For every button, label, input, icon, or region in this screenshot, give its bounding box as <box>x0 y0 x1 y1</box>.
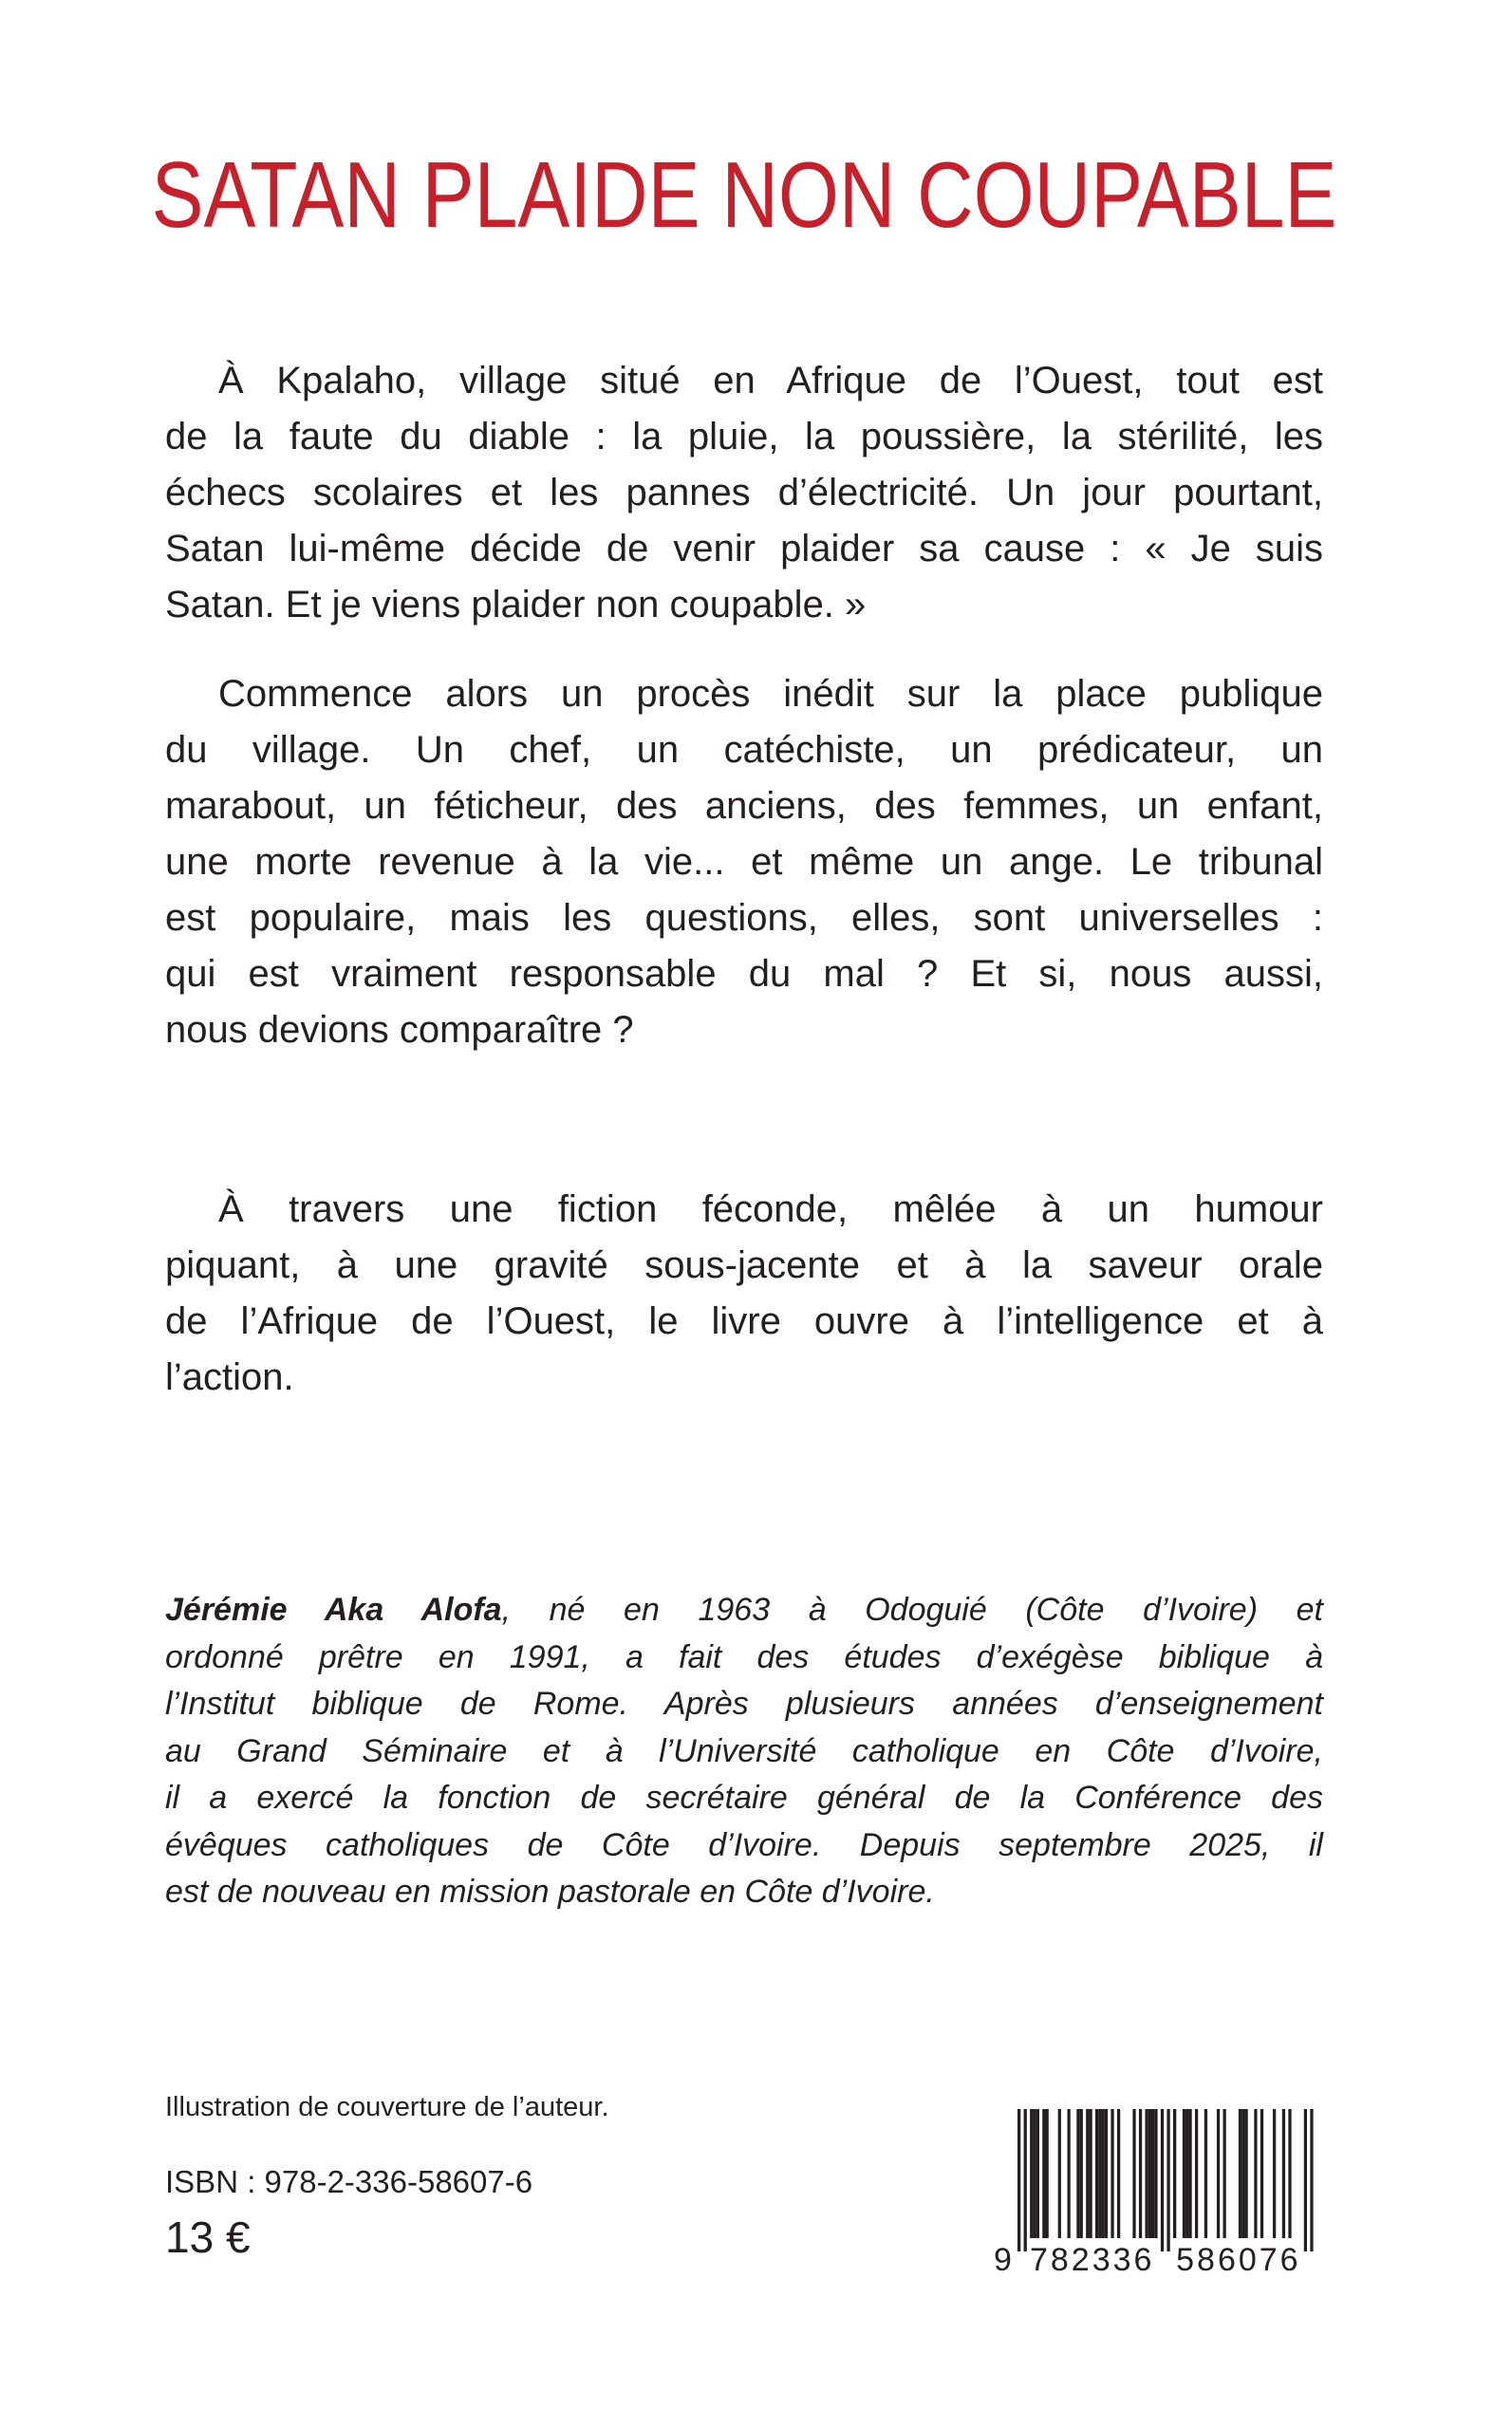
text-line: une morte revenue à la vie... et même un ange. Le tribunal <box>165 841 1323 883</box>
price: 13 € <box>165 2213 251 2262</box>
barcode-bar <box>1260 2109 1263 2238</box>
text-line: À Kpalaho, village situé en Afrique de l’Ouest, tout est <box>218 360 1323 402</box>
text-line: est de nouveau en mission pastorale en Côte d’Ivoire. <box>165 1874 935 1910</box>
barcode-bar <box>1095 2109 1098 2238</box>
book-title: SATAN PLAIDE NON COUPABLE <box>151 142 1337 247</box>
illustration-credit: Illustration de couverture de l’auteur. <box>165 2092 609 2122</box>
barcode-bar <box>1304 2109 1307 2251</box>
barcode-bar <box>1046 2109 1049 2238</box>
barcode-bar <box>1030 2109 1033 2238</box>
isbn: ISBN : 978-2-336-58607-6 <box>165 2164 533 2199</box>
barcode-bar <box>1148 2109 1151 2238</box>
barcode-bar <box>1173 2109 1176 2238</box>
barcode-bar <box>1036 2109 1039 2238</box>
barcode-bar <box>1217 2109 1220 2238</box>
barcode-bar <box>1310 2109 1313 2251</box>
barcode-bar <box>1089 2109 1092 2238</box>
text-line: Commence alors un procès inédit sur la place publique <box>218 673 1323 715</box>
barcode-bar <box>1288 2109 1291 2238</box>
text-line: est populaire, mais les questions, elles, sont universelles : <box>165 897 1323 939</box>
text-line: qui est vraiment responsable du mal ? Et si, nous aussi, <box>165 953 1323 995</box>
barcode-digits: 9 <box>994 2242 1015 2275</box>
text-line: l’action. <box>165 1356 294 1398</box>
barcode-bar <box>1195 2109 1198 2238</box>
barcode-bar <box>1145 2109 1148 2238</box>
text-line: piquant, à une gravité sous-jacente et à la saveur orale <box>165 1244 1323 1286</box>
barcode-bar <box>1223 2109 1225 2238</box>
barcode-bar <box>1282 2109 1285 2238</box>
barcode-bar <box>1033 2109 1036 2238</box>
barcode-bar <box>1067 2109 1070 2238</box>
barcode-bar <box>1239 2109 1241 2238</box>
barcode-bar <box>1058 2109 1061 2238</box>
barcode-bar <box>1241 2109 1244 2238</box>
barcode-bar <box>1024 2109 1027 2251</box>
text-line: échecs scolaires et les pannes d’électricité. Un jour pourtant, <box>165 472 1323 514</box>
text-line: marabout, un féticheur, des anciens, des femmes, un enfant, <box>165 785 1323 827</box>
text-line: nous devions comparaître ? <box>165 1009 634 1051</box>
barcode-bar <box>1161 2109 1164 2251</box>
barcode-bar <box>1151 2109 1154 2238</box>
barcode-digits: 782336 <box>1029 2242 1155 2275</box>
author-bio <box>165 1587 1323 1916</box>
barcode-bar <box>1117 2109 1120 2238</box>
barcode-bar <box>1098 2109 1101 2238</box>
barcode-bar <box>1254 2109 1257 2238</box>
barcode-bar <box>1080 2109 1083 2238</box>
barcode-bar <box>1076 2109 1079 2238</box>
synopsis-paragraph-1 <box>165 353 1323 633</box>
barcode-bar <box>1139 2109 1142 2238</box>
text-line: l’Institut biblique de Rome. Après plusieurs années d’enseignement <box>165 1686 1323 1722</box>
synopsis-paragraph-2 <box>165 666 1323 1058</box>
barcode-bar <box>1132 2109 1135 2238</box>
text-line: du village. Un chef, un catéchiste, un prédicateur, un <box>165 729 1323 771</box>
author-name: Jérémie Aka Alofa <box>165 1592 502 1628</box>
text-line: évêques catholiques de Côte d’Ivoire. Depuis septembre 2025, il <box>165 1826 1323 1863</box>
barcode-bar <box>1244 2109 1247 2238</box>
text-line: Satan lui-même décide de venir plaider sa cause : « Je suis <box>165 528 1323 570</box>
text-line: À travers une fiction féconde, mêlée à un humour <box>218 1188 1323 1230</box>
barcode-bar <box>1102 2109 1105 2238</box>
text-line: Satan. Et je viens plaider non coupable. » <box>165 584 867 626</box>
barcode-bar <box>1086 2109 1089 2238</box>
text-line: de la faute du diable : la pluie, la poussière, la stérilité, les <box>165 416 1323 458</box>
barcode-bar <box>1273 2109 1276 2238</box>
text-line: il a exercé la fonction de secrétaire général de la Conférence des <box>165 1780 1323 1816</box>
text-line: ordonné prêtre en 1991, a fait des études d’exégèse biblique à <box>165 1638 1323 1675</box>
barcode-bar <box>1111 2109 1113 2238</box>
text-line: au Grand Séminaire et à l’Université catholique en Côte d’Ivoire, <box>165 1732 1323 1769</box>
synopsis-paragraph-3 <box>165 1182 1323 1406</box>
barcode-bar <box>1204 2109 1207 2238</box>
barcode-bar <box>1042 2109 1045 2238</box>
barcode-bar <box>1188 2109 1191 2238</box>
barcode-bar <box>1017 2109 1020 2251</box>
barcode-bar <box>1167 2109 1169 2251</box>
barcode-bar <box>1185 2109 1188 2238</box>
barcode-bar <box>1105 2109 1108 2238</box>
text-line: de l’Afrique de l’Ouest, le livre ouvre à l’intelligence et à <box>165 1300 1323 1342</box>
barcode-digits: 586076 <box>1176 2242 1301 2275</box>
text-line: , né en 1963 à Odoguié (Côte d’Ivoire) et <box>501 1592 1323 1628</box>
barcode-bar <box>1183 2109 1185 2238</box>
isbn-barcode <box>987 2109 1319 2275</box>
barcode-bar <box>1154 2109 1157 2238</box>
